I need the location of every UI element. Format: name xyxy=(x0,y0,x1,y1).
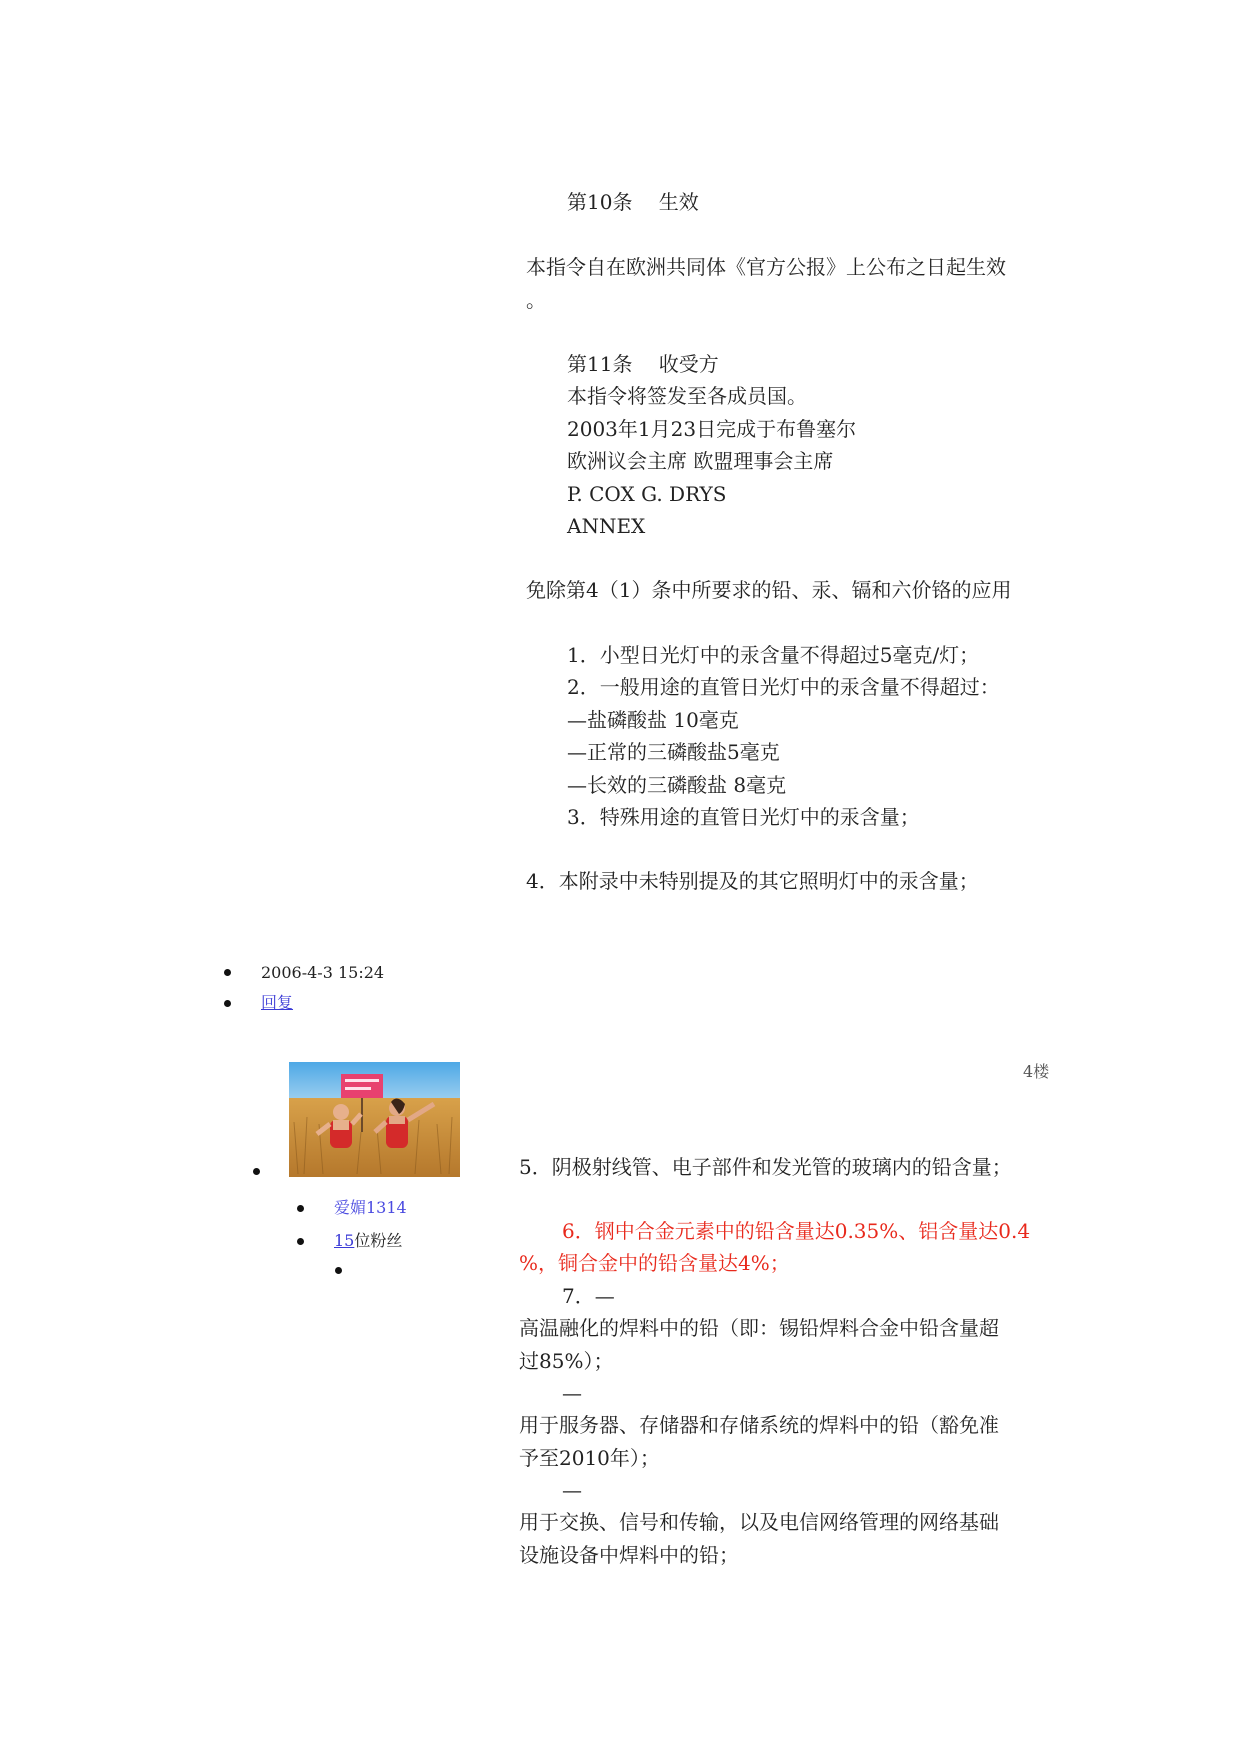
reply-link[interactable]: 回复 xyxy=(261,993,294,1012)
article-10-heading: 第10条 生效 xyxy=(567,190,699,214)
reply-link-item xyxy=(261,993,293,1013)
annex-subitem: 过85%）； xyxy=(519,1349,614,1373)
article-11-line: 欧洲议会主席 欧盟理事会主席 xyxy=(567,449,834,473)
author-name[interactable] xyxy=(334,1198,407,1218)
annex-subitem: 用于服务器、存储器和存储系统的焊料中的铅（豁免准 xyxy=(519,1413,999,1437)
list-bullet xyxy=(297,1205,304,1212)
annex-item-highlighted: 6．钢中合金元素中的铅含量达0.35%、铝含量达0.4 xyxy=(562,1219,1031,1243)
annex-subitem: —盐磷酸盐 10毫克 xyxy=(567,708,739,732)
list-bullet xyxy=(253,1168,260,1175)
article-11-line: 本指令将签发至各成员国。 xyxy=(567,384,807,408)
avatar[interactable] xyxy=(289,1062,460,1177)
list-bullet xyxy=(224,1000,231,1007)
avatar-photo xyxy=(289,1062,460,1177)
dash-separator: — xyxy=(562,1381,582,1405)
fans-suffix: 位粉丝 xyxy=(354,1231,403,1250)
annex-subitem: —长效的三磷酸盐 8毫克 xyxy=(567,773,787,797)
annex-item-highlighted: %，铜合金中的铅含量达4%； xyxy=(519,1251,790,1275)
annex-subitem: 予至2010年）； xyxy=(519,1446,660,1470)
list-bullet xyxy=(224,969,231,976)
author-name-link[interactable]: 爱媚1314 xyxy=(334,1198,407,1217)
annex-item: 5．阴极射线管、电子部件和发光管的玻璃内的铅含量； xyxy=(519,1155,1012,1179)
dash-separator: — xyxy=(562,1478,582,1502)
article-11-heading: 第11条 收受方 xyxy=(567,352,719,376)
annex-subitem: 高温融化的焊料中的铅（即：锡铅焊料合金中铅含量超 xyxy=(519,1316,999,1340)
article-11-line: ANNEX xyxy=(567,514,646,538)
article-10-body-end: 。 xyxy=(526,288,546,312)
annex-item: 3．特殊用途的直管日光灯中的汞含量； xyxy=(567,805,920,829)
annex-item: 7．— xyxy=(562,1284,615,1308)
list-bullet xyxy=(297,1238,304,1245)
annex-item: 1．小型日光灯中的汞含量不得超过5毫克/灯； xyxy=(567,643,980,667)
annex-item: 2．一般用途的直管日光灯中的汞含量不得超过： xyxy=(567,675,1000,699)
annex-item: 4．本附录中未特别提及的其它照明灯中的汞含量； xyxy=(526,869,979,893)
article-11-line: P. COX G. DRYS xyxy=(567,482,727,506)
fans-info xyxy=(334,1231,402,1251)
article-11-line: 2003年1月23日完成于布鲁塞尔 xyxy=(567,417,857,441)
post-timestamp: 2006-4-3 15:24 xyxy=(261,963,385,982)
annex-title: 免除第4（1）条中所要求的铅、汞、镉和六价铬的应用 xyxy=(526,578,1012,602)
fans-count-link[interactable]: 15 xyxy=(334,1231,355,1250)
annex-subitem: 设施设备中焊料中的铅； xyxy=(519,1543,739,1567)
article-10-body: 本指令自在欧洲共同体《官方公报》上公布之日起生效 xyxy=(526,255,1006,279)
annex-subitem: —正常的三磷酸盐5毫克 xyxy=(567,740,780,764)
list-bullet xyxy=(335,1267,342,1274)
annex-subitem: 用于交换、信号和传输，以及电信网络管理的网络基础 xyxy=(519,1510,999,1534)
floor-label: 4楼 xyxy=(1023,1062,1050,1081)
